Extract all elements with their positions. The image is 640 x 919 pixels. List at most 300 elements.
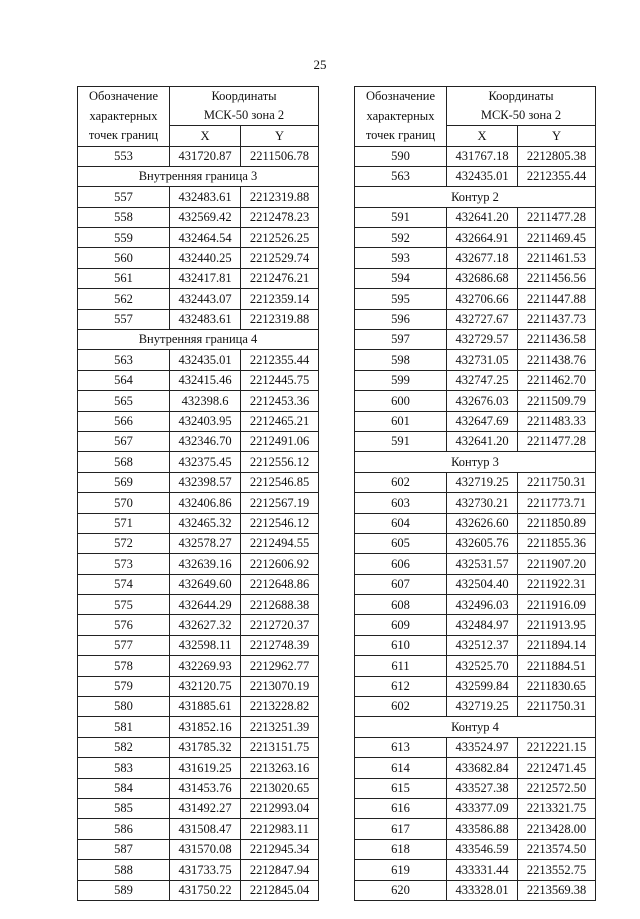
section-row bbox=[355, 187, 596, 207]
y-coordinate-cell: 2212845.04 bbox=[241, 880, 319, 900]
table-row bbox=[355, 737, 596, 757]
point-number-cell: 574 bbox=[78, 574, 170, 594]
x-coordinate-cell: 432729.57 bbox=[447, 330, 518, 350]
x-coordinate-cell: 432483.61 bbox=[170, 309, 241, 329]
table-row bbox=[78, 493, 319, 513]
point-number-cell: 614 bbox=[355, 758, 447, 778]
point-number-cell: 561 bbox=[78, 268, 170, 288]
section-row bbox=[78, 166, 319, 186]
table-row bbox=[78, 656, 319, 676]
y-coordinate-cell: 2213020.65 bbox=[241, 778, 319, 798]
point-number-cell: 585 bbox=[78, 799, 170, 819]
point-number-cell: 601 bbox=[355, 411, 447, 431]
point-number-cell: 583 bbox=[78, 758, 170, 778]
x-coordinate-cell: 432605.76 bbox=[447, 533, 518, 553]
x-coordinate-cell: 432435.01 bbox=[447, 166, 518, 186]
table-row bbox=[355, 472, 596, 492]
y-coordinate-cell: 2213151.75 bbox=[241, 737, 319, 757]
y-coordinate-cell: 2211907.20 bbox=[518, 554, 596, 574]
x-coordinate-cell: 433682.84 bbox=[447, 758, 518, 778]
y-coordinate-cell: 2213321.75 bbox=[518, 799, 596, 819]
table-row bbox=[355, 268, 596, 288]
point-number-cell: 567 bbox=[78, 431, 170, 451]
x-coordinate-cell: 433377.09 bbox=[447, 799, 518, 819]
point-number-cell: 594 bbox=[355, 268, 447, 288]
point-number-cell: 605 bbox=[355, 533, 447, 553]
x-coordinate-cell: 433527.38 bbox=[447, 778, 518, 798]
y-coordinate-cell: 2211462.70 bbox=[518, 370, 596, 390]
point-number-cell: 589 bbox=[78, 880, 170, 900]
table-row bbox=[355, 289, 596, 309]
y-coordinate-cell: 2213552.75 bbox=[518, 860, 596, 880]
y-coordinate-cell: 2212453.36 bbox=[241, 391, 319, 411]
point-number-cell: 596 bbox=[355, 309, 447, 329]
table-row bbox=[78, 391, 319, 411]
y-coordinate-cell: 2211438.76 bbox=[518, 350, 596, 370]
x-coordinate-cell: 432398.57 bbox=[170, 472, 241, 492]
y-coordinate-cell: 2211477.28 bbox=[518, 207, 596, 227]
x-coordinate-cell: 431750.22 bbox=[170, 880, 241, 900]
y-coordinate-cell: 2211483.33 bbox=[518, 411, 596, 431]
point-name-header bbox=[78, 87, 170, 147]
y-column-header: Y bbox=[518, 126, 596, 146]
x-coordinate-cell: 432464.54 bbox=[170, 228, 241, 248]
table-row bbox=[78, 146, 319, 166]
point-name-header-line-1: Обозначение bbox=[365, 89, 436, 103]
table-row bbox=[355, 146, 596, 166]
x-coordinate-cell: 432598.11 bbox=[170, 635, 241, 655]
y-coordinate-cell: 2212465.21 bbox=[241, 411, 319, 431]
y-coordinate-cell: 2212478.23 bbox=[241, 207, 319, 227]
point-number-cell: 592 bbox=[355, 228, 447, 248]
x-coordinate-cell: 432641.20 bbox=[447, 431, 518, 451]
x-column-header: X bbox=[447, 126, 518, 146]
table-row bbox=[355, 166, 596, 186]
x-coordinate-cell: 432398.6 bbox=[170, 391, 241, 411]
point-number-cell: 595 bbox=[355, 289, 447, 309]
table-row bbox=[355, 697, 596, 717]
table-row bbox=[78, 737, 319, 757]
y-coordinate-cell: 2212983.11 bbox=[241, 819, 319, 839]
x-coordinate-cell: 431720.87 bbox=[170, 146, 241, 166]
x-coordinate-cell: 432569.42 bbox=[170, 207, 241, 227]
x-coordinate-cell: 431785.32 bbox=[170, 737, 241, 757]
coordinates-table-left bbox=[77, 86, 319, 901]
y-coordinate-cell: 2213428.00 bbox=[518, 819, 596, 839]
y-coordinate-cell: 2212748.39 bbox=[241, 635, 319, 655]
point-number-cell: 588 bbox=[78, 860, 170, 880]
y-coordinate-cell: 2212945.34 bbox=[241, 839, 319, 859]
table-row bbox=[355, 615, 596, 635]
point-number-cell: 617 bbox=[355, 819, 447, 839]
x-coordinate-cell: 432512.37 bbox=[447, 635, 518, 655]
table-row bbox=[78, 574, 319, 594]
y-coordinate-cell: 2212476.21 bbox=[241, 268, 319, 288]
point-number-cell: 612 bbox=[355, 676, 447, 696]
x-coordinate-cell: 431492.27 bbox=[170, 799, 241, 819]
x-coordinate-cell: 432644.29 bbox=[170, 595, 241, 615]
x-coordinate-cell: 431619.25 bbox=[170, 758, 241, 778]
table-row bbox=[78, 615, 319, 635]
section-row bbox=[78, 330, 319, 350]
point-number-cell: 586 bbox=[78, 819, 170, 839]
y-coordinate-cell: 2212221.15 bbox=[518, 737, 596, 757]
x-coordinate-cell: 432664.91 bbox=[447, 228, 518, 248]
y-coordinate-cell: 2212546.12 bbox=[241, 513, 319, 533]
point-number-cell: 557 bbox=[78, 187, 170, 207]
point-number-cell: 580 bbox=[78, 697, 170, 717]
x-coordinate-cell: 431852.16 bbox=[170, 717, 241, 737]
x-coordinate-cell: 432403.95 bbox=[170, 411, 241, 431]
x-coordinate-cell: 432483.61 bbox=[170, 187, 241, 207]
table-row bbox=[78, 187, 319, 207]
x-coordinate-cell: 432484.97 bbox=[447, 615, 518, 635]
x-coordinate-cell: 432120.75 bbox=[170, 676, 241, 696]
x-coordinate-cell: 432626.60 bbox=[447, 513, 518, 533]
x-coordinate-cell: 432435.01 bbox=[170, 350, 241, 370]
section-row bbox=[355, 717, 596, 737]
point-number-cell: 598 bbox=[355, 350, 447, 370]
x-coordinate-cell: 432375.45 bbox=[170, 452, 241, 472]
y-coordinate-cell: 2211916.09 bbox=[518, 595, 596, 615]
point-number-cell: 570 bbox=[78, 493, 170, 513]
y-coordinate-cell: 2211773.71 bbox=[518, 493, 596, 513]
section-title: Внутренняя граница 3 bbox=[78, 166, 319, 186]
table-row bbox=[78, 289, 319, 309]
x-coordinate-cell: 433546.59 bbox=[447, 839, 518, 859]
table-row bbox=[78, 248, 319, 268]
y-coordinate-cell: 2211477.28 bbox=[518, 431, 596, 451]
table-row bbox=[355, 391, 596, 411]
x-coordinate-cell: 433586.88 bbox=[447, 819, 518, 839]
point-number-cell: 581 bbox=[78, 717, 170, 737]
table-row bbox=[78, 676, 319, 696]
table-row bbox=[78, 697, 319, 717]
table-row bbox=[78, 472, 319, 492]
table-row bbox=[78, 228, 319, 248]
table-row bbox=[355, 799, 596, 819]
point-number-cell: 602 bbox=[355, 472, 447, 492]
table-row bbox=[78, 513, 319, 533]
point-number-cell: 573 bbox=[78, 554, 170, 574]
x-coordinate-cell: 432686.68 bbox=[447, 268, 518, 288]
x-coordinate-cell: 432578.27 bbox=[170, 533, 241, 553]
y-coordinate-cell: 2212355.44 bbox=[518, 166, 596, 186]
y-coordinate-cell: 2211437.73 bbox=[518, 309, 596, 329]
table-row bbox=[355, 778, 596, 798]
x-coordinate-cell: 432706.66 bbox=[447, 289, 518, 309]
point-number-cell: 575 bbox=[78, 595, 170, 615]
x-coordinate-cell: 432676.03 bbox=[447, 391, 518, 411]
y-coordinate-cell: 2211461.53 bbox=[518, 248, 596, 268]
x-coordinate-cell: 431508.47 bbox=[170, 819, 241, 839]
point-number-cell: 576 bbox=[78, 615, 170, 635]
point-number-cell: 563 bbox=[355, 166, 447, 186]
table-row bbox=[355, 248, 596, 268]
table-row bbox=[78, 819, 319, 839]
y-coordinate-cell: 2212355.44 bbox=[241, 350, 319, 370]
point-number-cell: 616 bbox=[355, 799, 447, 819]
table-row bbox=[78, 554, 319, 574]
point-number-cell: 603 bbox=[355, 493, 447, 513]
table-row bbox=[355, 554, 596, 574]
table-row bbox=[355, 228, 596, 248]
y-coordinate-cell: 2211750.31 bbox=[518, 697, 596, 717]
x-coordinate-cell: 432719.25 bbox=[447, 472, 518, 492]
point-number-cell: 559 bbox=[78, 228, 170, 248]
point-number-cell: 563 bbox=[78, 350, 170, 370]
point-number-cell: 618 bbox=[355, 839, 447, 859]
x-coordinate-cell: 432440.25 bbox=[170, 248, 241, 268]
section-title: Контур 4 bbox=[355, 717, 596, 737]
point-number-cell: 569 bbox=[78, 472, 170, 492]
x-coordinate-cell: 432639.16 bbox=[170, 554, 241, 574]
table-row bbox=[78, 350, 319, 370]
table-row bbox=[355, 330, 596, 350]
table-row bbox=[78, 635, 319, 655]
point-number-cell: 578 bbox=[78, 656, 170, 676]
table-row bbox=[78, 758, 319, 778]
y-coordinate-cell: 2213574.50 bbox=[518, 839, 596, 859]
x-coordinate-cell: 431570.08 bbox=[170, 839, 241, 859]
x-coordinate-cell: 432747.25 bbox=[447, 370, 518, 390]
x-coordinate-cell: 432599.84 bbox=[447, 676, 518, 696]
table-row bbox=[355, 574, 596, 594]
x-coordinate-cell: 431733.75 bbox=[170, 860, 241, 880]
y-coordinate-cell: 2213251.39 bbox=[241, 717, 319, 737]
y-coordinate-cell: 2211894.14 bbox=[518, 635, 596, 655]
x-coordinate-cell: 432415.46 bbox=[170, 370, 241, 390]
point-number-cell: 568 bbox=[78, 452, 170, 472]
table-row bbox=[355, 309, 596, 329]
section-row bbox=[355, 452, 596, 472]
table-row bbox=[78, 452, 319, 472]
y-coordinate-cell: 2212319.88 bbox=[241, 309, 319, 329]
coordinates-table-right bbox=[354, 86, 596, 901]
table-row bbox=[78, 595, 319, 615]
point-number-cell: 562 bbox=[78, 289, 170, 309]
point-number-cell: 565 bbox=[78, 391, 170, 411]
point-number-cell: 560 bbox=[78, 248, 170, 268]
table-row bbox=[355, 493, 596, 513]
point-name-header-line-1: Обозначение bbox=[88, 89, 159, 103]
table-row bbox=[355, 860, 596, 880]
table-row bbox=[355, 350, 596, 370]
table-row bbox=[355, 656, 596, 676]
point-number-cell: 591 bbox=[355, 207, 447, 227]
point-number-cell: 582 bbox=[78, 737, 170, 757]
point-number-cell: 607 bbox=[355, 574, 447, 594]
x-coordinate-cell: 432525.70 bbox=[447, 656, 518, 676]
y-coordinate-cell: 2212556.12 bbox=[241, 452, 319, 472]
y-coordinate-cell: 2213228.82 bbox=[241, 697, 319, 717]
table-row bbox=[355, 370, 596, 390]
point-number-cell: 558 bbox=[78, 207, 170, 227]
y-coordinate-cell: 2212319.88 bbox=[241, 187, 319, 207]
x-coordinate-cell: 432406.86 bbox=[170, 493, 241, 513]
x-coordinate-cell: 432465.32 bbox=[170, 513, 241, 533]
point-name-header-line-2: характерных bbox=[366, 108, 435, 123]
point-number-cell: 613 bbox=[355, 737, 447, 757]
point-number-cell: 604 bbox=[355, 513, 447, 533]
point-number-cell: 602 bbox=[355, 697, 447, 717]
table-row bbox=[355, 411, 596, 431]
table-row bbox=[355, 207, 596, 227]
section-title: Внутренняя граница 4 bbox=[78, 330, 319, 350]
point-number-cell: 609 bbox=[355, 615, 447, 635]
point-number-cell: 615 bbox=[355, 778, 447, 798]
point-number-cell: 564 bbox=[78, 370, 170, 390]
y-coordinate-cell: 2212572.50 bbox=[518, 778, 596, 798]
y-coordinate-cell: 2212359.14 bbox=[241, 289, 319, 309]
x-column-header: X bbox=[170, 126, 241, 146]
x-coordinate-cell: 432531.57 bbox=[447, 554, 518, 574]
y-coordinate-cell: 2212529.74 bbox=[241, 248, 319, 268]
x-coordinate-cell: 432346.70 bbox=[170, 431, 241, 451]
x-coordinate-cell: 431767.18 bbox=[447, 146, 518, 166]
y-coordinate-cell: 2211469.45 bbox=[518, 228, 596, 248]
table-row bbox=[355, 533, 596, 553]
coords-title-header: Координаты bbox=[447, 87, 596, 107]
table-row bbox=[78, 839, 319, 859]
y-coordinate-cell: 2212720.37 bbox=[241, 615, 319, 635]
point-number-cell: 611 bbox=[355, 656, 447, 676]
header-row bbox=[78, 87, 319, 107]
section-title: Контур 3 bbox=[355, 452, 596, 472]
point-number-cell: 557 bbox=[78, 309, 170, 329]
y-coordinate-cell: 2212962.77 bbox=[241, 656, 319, 676]
table-row bbox=[355, 431, 596, 451]
y-coordinate-cell: 2212494.55 bbox=[241, 533, 319, 553]
point-name-header-line-3: точек границ bbox=[365, 128, 436, 142]
y-coordinate-cell: 2212805.38 bbox=[518, 146, 596, 166]
y-coordinate-cell: 2211750.31 bbox=[518, 472, 596, 492]
y-coordinate-cell: 2211447.88 bbox=[518, 289, 596, 309]
point-number-cell: 577 bbox=[78, 635, 170, 655]
table-row bbox=[355, 819, 596, 839]
x-coordinate-cell: 432496.03 bbox=[447, 595, 518, 615]
point-number-cell: 608 bbox=[355, 595, 447, 615]
y-coordinate-cell: 2211850.89 bbox=[518, 513, 596, 533]
point-number-cell: 591 bbox=[355, 431, 447, 451]
point-number-cell: 619 bbox=[355, 860, 447, 880]
y-coordinate-cell: 2211922.31 bbox=[518, 574, 596, 594]
table-row bbox=[355, 513, 596, 533]
table-row bbox=[78, 309, 319, 329]
y-coordinate-cell: 2212847.94 bbox=[241, 860, 319, 880]
point-number-cell: 587 bbox=[78, 839, 170, 859]
header-row bbox=[355, 87, 596, 107]
y-coordinate-cell: 2213263.16 bbox=[241, 758, 319, 778]
point-number-cell: 600 bbox=[355, 391, 447, 411]
section-title: Контур 2 bbox=[355, 187, 596, 207]
x-coordinate-cell: 432641.20 bbox=[447, 207, 518, 227]
x-coordinate-cell: 432269.93 bbox=[170, 656, 241, 676]
point-number-cell: 599 bbox=[355, 370, 447, 390]
x-coordinate-cell: 432443.07 bbox=[170, 289, 241, 309]
y-coordinate-cell: 2212491.06 bbox=[241, 431, 319, 451]
coords-system-header: МСК-50 зона 2 bbox=[170, 106, 319, 126]
table-row bbox=[355, 676, 596, 696]
table-row bbox=[355, 880, 596, 900]
x-coordinate-cell: 432677.18 bbox=[447, 248, 518, 268]
y-coordinate-cell: 2211884.51 bbox=[518, 656, 596, 676]
y-coordinate-cell: 2211506.78 bbox=[241, 146, 319, 166]
x-coordinate-cell: 432647.69 bbox=[447, 411, 518, 431]
point-number-cell: 610 bbox=[355, 635, 447, 655]
point-number-cell: 606 bbox=[355, 554, 447, 574]
x-coordinate-cell: 433331.44 bbox=[447, 860, 518, 880]
table-row bbox=[78, 880, 319, 900]
y-coordinate-cell: 2212526.25 bbox=[241, 228, 319, 248]
table-row bbox=[78, 717, 319, 737]
y-coordinate-cell: 2211913.95 bbox=[518, 615, 596, 635]
table-row bbox=[355, 595, 596, 615]
x-coordinate-cell: 431453.76 bbox=[170, 778, 241, 798]
y-coordinate-cell: 2211855.36 bbox=[518, 533, 596, 553]
y-coordinate-cell: 2212445.75 bbox=[241, 370, 319, 390]
x-coordinate-cell: 432730.21 bbox=[447, 493, 518, 513]
point-name-header-line-2: характерных bbox=[89, 108, 158, 123]
y-coordinate-cell: 2212688.38 bbox=[241, 595, 319, 615]
point-number-cell: 571 bbox=[78, 513, 170, 533]
y-coordinate-cell: 2211456.56 bbox=[518, 268, 596, 288]
y-coordinate-cell: 2212648.86 bbox=[241, 574, 319, 594]
y-coordinate-cell: 2213569.38 bbox=[518, 880, 596, 900]
y-coordinate-cell: 2213070.19 bbox=[241, 676, 319, 696]
x-coordinate-cell: 432504.40 bbox=[447, 574, 518, 594]
x-coordinate-cell: 432627.32 bbox=[170, 615, 241, 635]
table-row bbox=[78, 799, 319, 819]
table-row bbox=[78, 778, 319, 798]
point-number-cell: 566 bbox=[78, 411, 170, 431]
table-row bbox=[78, 207, 319, 227]
x-coordinate-cell: 432649.60 bbox=[170, 574, 241, 594]
coords-title-header: Координаты bbox=[170, 87, 319, 107]
x-coordinate-cell: 433524.97 bbox=[447, 737, 518, 757]
x-coordinate-cell: 432727.67 bbox=[447, 309, 518, 329]
point-number-cell: 584 bbox=[78, 778, 170, 798]
x-coordinate-cell: 433328.01 bbox=[447, 880, 518, 900]
point-name-header bbox=[355, 87, 447, 147]
table-row bbox=[355, 758, 596, 778]
point-name-header-line-3: точек границ bbox=[88, 128, 159, 142]
y-coordinate-cell: 2212546.85 bbox=[241, 472, 319, 492]
table-row bbox=[355, 839, 596, 859]
y-coordinate-cell: 2211436.58 bbox=[518, 330, 596, 350]
table-row bbox=[355, 635, 596, 655]
point-number-cell: 590 bbox=[355, 146, 447, 166]
page-number: 25 bbox=[313, 57, 327, 72]
table-row bbox=[78, 411, 319, 431]
point-number-cell: 620 bbox=[355, 880, 447, 900]
x-coordinate-cell: 432731.05 bbox=[447, 350, 518, 370]
y-coordinate-cell: 2212993.04 bbox=[241, 799, 319, 819]
x-coordinate-cell: 432417.81 bbox=[170, 268, 241, 288]
table-row bbox=[78, 431, 319, 451]
point-number-cell: 593 bbox=[355, 248, 447, 268]
table-row bbox=[78, 370, 319, 390]
x-coordinate-cell: 431885.61 bbox=[170, 697, 241, 717]
y-coordinate-cell: 2212567.19 bbox=[241, 493, 319, 513]
y-coordinate-cell: 2212606.92 bbox=[241, 554, 319, 574]
point-number-cell: 579 bbox=[78, 676, 170, 696]
y-coordinate-cell: 2211509.79 bbox=[518, 391, 596, 411]
coords-system-header: МСК-50 зона 2 bbox=[447, 106, 596, 126]
x-coordinate-cell: 432719.25 bbox=[447, 697, 518, 717]
y-coordinate-cell: 2212471.45 bbox=[518, 758, 596, 778]
table-row bbox=[78, 533, 319, 553]
